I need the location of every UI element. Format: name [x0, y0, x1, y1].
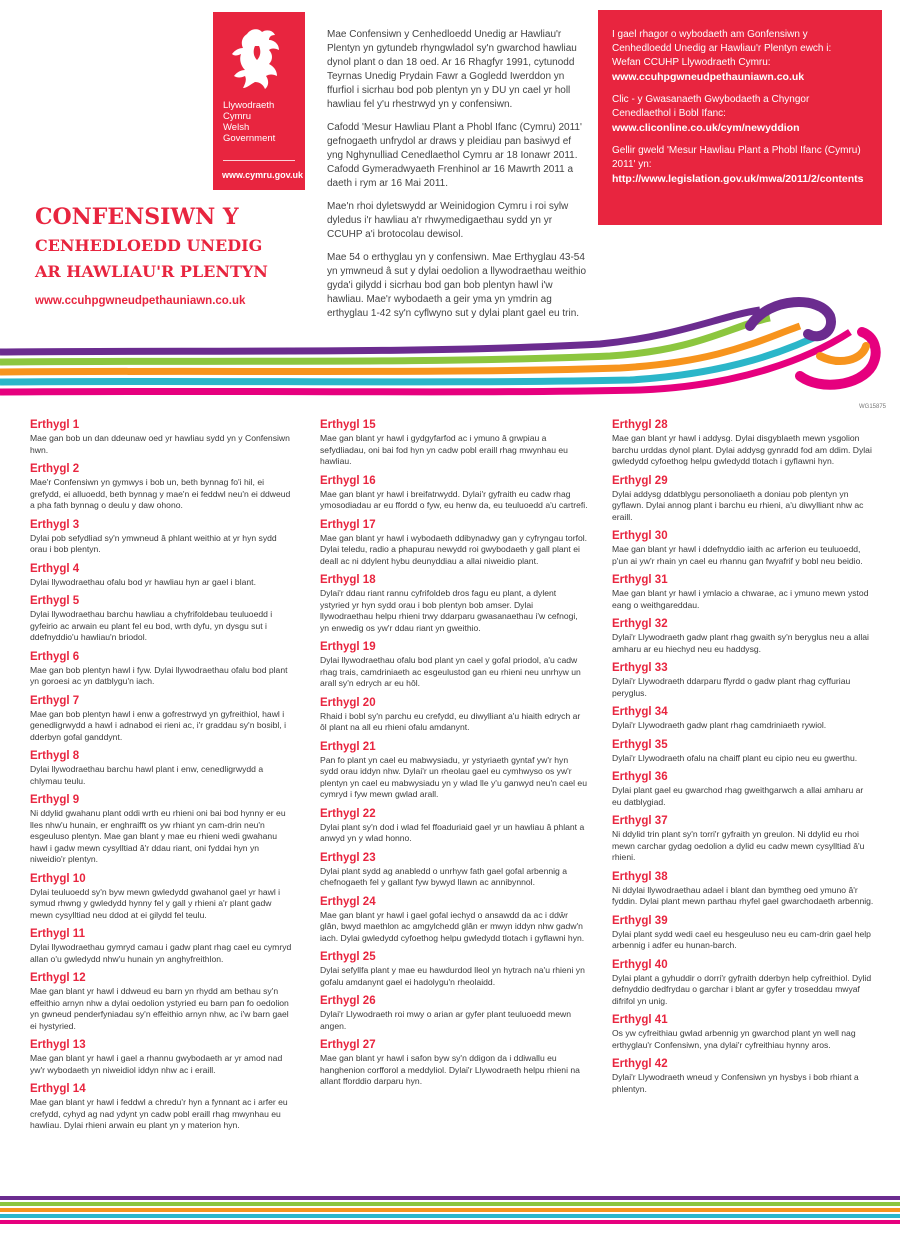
logo-line-english: Welsh Government: [223, 122, 276, 144]
article-title: Erthygl 35: [612, 738, 668, 751]
article-text: Mae gan blant yr hawl i gael a rhannu gwybodaeth ar yr amod nad yw'r wybodaeth yn niweidiol iddyn nhw ac i eraill.: [30, 1053, 283, 1075]
article: [612, 418, 874, 468]
article: [612, 529, 874, 567]
article: [30, 793, 292, 866]
article-title: Erthygl 2: [30, 463, 80, 475]
info-paragraph: [612, 93, 868, 136]
info-paragraph: [612, 28, 868, 85]
title-line-2: CENHEDLOEDD UNEDIG: [35, 236, 263, 255]
articles-column-3: [612, 418, 874, 1101]
article-text: Ni ddylid gwahanu plant oddi wrth eu rhieni oni bai bod hynny er eu lles nhw'u hunain, er enghraifft os yw rhiant yn cam-drin neu'n esgeuluso plentyn. Mae gan blant y mae eu rhieni wedi gwahanu hawl i gadw mewn cysylltiad â'r ddau riant, oni fyddai hyn yn niweidio'r plentyn.: [30, 808, 286, 864]
article-title: Erthygl 34: [612, 706, 668, 718]
article-title: Erthygl 27: [320, 1039, 376, 1051]
article-text: Mae gan bob plentyn hawl i enw a gofrestrwyd yn gyfreithiol, hawl i genedligrwydd a hawl i adnabod ei rieni ac, i'r graddau sy'n bosibl, i dderbyn gofal ganddynt.: [30, 708, 286, 742]
article: [30, 462, 292, 512]
title-line-1: CONFENSIWN Y: [35, 204, 239, 230]
article-text: Dylai'r Llywodraeth ofalu na chaiff plant eu cipio neu eu gwerthu.: [612, 752, 858, 763]
article-title: Erthygl 21: [320, 740, 376, 753]
article: [30, 594, 292, 644]
article-title: Erthygl 28: [612, 419, 668, 431]
article-text: Mae gan blant yr hawl i ymlacio a chwarae, ac i ymuno mewn ystod eang o weithgareddau.: [612, 588, 869, 610]
article-text: Dylai plant sy'n dod i wlad fel ffoaduriaid gael yr un hawliau â phlant a anwyd yn y wlad honno.: [320, 821, 585, 843]
logo-url: www.cymru.gov.uk: [221, 170, 303, 180]
article: [30, 872, 292, 922]
article: [612, 914, 874, 952]
article: [612, 814, 874, 864]
article-text: Dylai plant sydd wedi cael eu hesgeuluso neu eu cam-drin gael help arbennig i adfer eu hunan-barch.: [612, 928, 871, 950]
article-title: Erthygl 32: [612, 618, 668, 630]
articles-column-2: [320, 418, 588, 1094]
info-text: Wefan CCUHP Llywodraeth Cymru:: [612, 57, 771, 68]
info-link-clic[interactable]: www.cliconline.co.uk/cym/newyddion: [612, 122, 800, 134]
info-link-legislation[interactable]: http://www.legislation.gov.uk/mwa/2011/2/contents: [612, 173, 864, 185]
article: [30, 518, 292, 556]
article: [30, 694, 292, 744]
title-line-3: AR HAWLIAU'R PLENTYN: [35, 262, 268, 281]
article-title: Erthygl 33: [612, 662, 668, 674]
article-title: Erthygl 23: [320, 851, 376, 864]
document-title: [35, 203, 305, 307]
article: [320, 994, 588, 1032]
article-text: Mae gan bob un dan ddeunaw oed yr hawliau sydd yn y Confensiwn hwn.: [30, 433, 290, 455]
title-website-link[interactable]: www.ccuhpgwneudpethauniawn.co.uk: [35, 295, 246, 307]
article: [612, 573, 874, 611]
article-text: Mae gan blant yr hawl i gydgyfarfod ac i ymuno â grwpiau a sefydliadau, oni bai fod hyn yn cadw pobl eraill rhag mwynhau eu hawliau.: [320, 433, 568, 466]
article: [30, 562, 292, 589]
article-title: Erthygl 1: [30, 419, 80, 431]
article-text: Mae gan blant yr hawl i feddwl a chredu'r hyn a fynnant ac i arfer eu crefydd, cyhyd ag nad ydynt yn cadw pobl eraill rhag mwynhau eu hawliau. Dylai rhieni arwain eu plant yn y materion hyn.: [30, 1097, 288, 1130]
article-text: Dylai'r Llywodraeth gadw plant rhag gwaith sy'n beryglus neu a allai amharu ar eu hiechyd neu eu haddysg.: [612, 632, 869, 654]
article-text: Dylai plant a gyhuddir o dorri'r gyfraith dderbyn help cyfreithiol. Dylid defnyddio dedfrydau o garchar i blant ar gyfer y troseddau mwyaf difrifol yn unig.: [612, 972, 872, 1006]
article-title: Erthygl 18: [320, 574, 376, 586]
article-title: Erthygl 17: [320, 518, 376, 531]
article-title: Erthygl 36: [612, 771, 668, 783]
article-title: Erthygl 5: [30, 595, 80, 607]
article: [320, 640, 588, 690]
intro-paragraph: Mae'n rhoi dyletswydd ar Weinidogion Cymru i roi sylw dyledus i'r hawliau a'r rhwymedigaethau sydd yn yr CCUHP a'i brotocolau dewisol.: [327, 201, 569, 240]
logo-line-welsh: Llywodraeth Cymru: [223, 100, 275, 122]
article-text: Dylai llywodraethau barchu hawliau a chyfrifoldebau teuluoedd i gyfeirio ac arwain eu plant fel eu bod, wrth dyfu, yn dysgu sut i ddefnyddio'u hawliau'n briodol.: [30, 609, 273, 642]
article-text: Mae gan blant yr hawl i ddefnyddio iaith ac arferion eu teuluoedd, p'un ai yw'r rhain yn cael eu rhannu gan fwyafrif y bobl neu beidio.: [612, 544, 863, 566]
article-title: Erthygl 41: [612, 1014, 668, 1026]
article-text: Mae gan blant yr hawl i gael gofal iechyd o ansawdd da ac i ddŵr glân, bwyd maethlon ac amgylchedd glân er mwyn iddyn nhw gadw'n iach. Dylai gwledydd cyfoethog helpu gwledydd tlotach i gyflawni hyn.: [320, 909, 585, 943]
article-text: Dylai plant sydd ag anabledd o unrhyw fath gael gofal arbennig a chefnogaeth fel y gallant fyw bywyd llawn ac annibynnol.: [320, 865, 568, 887]
article: [612, 705, 874, 732]
article-title: Erthygl 22: [320, 807, 376, 820]
article-title: Erthygl 30: [612, 530, 668, 542]
article: [320, 895, 588, 945]
article: [320, 474, 588, 512]
article: [320, 696, 588, 734]
logo-divider: [223, 160, 295, 161]
article-text: Mae'r Confensiwn yn gymwys i bob un, beth bynnag fo'i hil, ei grefydd, ei alluoedd, beth bynnag y mae'n ei feddwl neu'n ei ddweud a pha fath bynnag o deulu y daw ohono.: [30, 477, 291, 510]
article-title: Erthygl 26: [320, 995, 376, 1007]
info-text: Clic - y Gwasanaeth Gwybodaeth a Chyngor Cenedlaethol i Bobl Ifanc:: [612, 94, 810, 119]
article: [612, 474, 874, 524]
article: [612, 661, 874, 699]
article-text: Dylai llywodraethau gymryd camau i gadw plant rhag cael eu cymryd allan o'u gwledydd nhw'u hunain yn anghyfreithlon.: [30, 942, 292, 964]
article-text: Dylai pob sefydliad sy'n ymwneud â phlant weithio at yr hyn sydd orau i bob plentyn.: [30, 532, 277, 554]
article-text: Dylai plant gael eu gwarchod rhag gweithgarwch a allai amharu ar eu datblygiad.: [612, 785, 864, 807]
article: [320, 1038, 588, 1088]
article-title: Erthygl 8: [30, 750, 80, 762]
article-title: Erthygl 10: [30, 872, 86, 885]
article-title: Erthygl 39: [612, 914, 668, 927]
article-title: Erthygl 12: [30, 972, 86, 984]
article-text: Mae gan bob plentyn hawl i fyw. Dylai llywodraethau ofalu bod plant yn goroesi ac yn datblygu'n iach.: [30, 664, 288, 686]
article-title: Erthygl 37: [612, 815, 668, 827]
article: [612, 958, 874, 1008]
article: [30, 749, 292, 787]
intro-paragraph: Mae Confensiwn y Cenhedloedd Unedig ar Hawliau'r Plentyn yn gytundeb rhyngwladol sy'n gwarchod hawliau dynol plant o dan 18 oed. Ar 16 Rhagfyr 1991, cytunodd Teyrnas Unedig Prydain Fawr a Gogledd Iwerddon yn ffurfiol i sicrhau bod pob plentyn yn y DU yn cael yr holl hawliau fel y'u rhestrwyd yn y confensiwn.: [327, 29, 577, 110]
article-text: Dylai'r ddau riant rannu cyfrifoldeb dros fagu eu plant, a dylent ystyried yr hyn sydd orau i bob plentyn bob amser. Dylai llywodraethau helpu rhieni trwy ddarparu gwasanaethau i'w cefnogi, yn enwedig os yw'r ddau riant yn gweithio.: [320, 588, 578, 633]
article-title: Erthygl 16: [320, 474, 376, 487]
article-text: Dylai'r Llywodraeth ddarparu ffyrdd o gadw plant rhag cyffuriau peryglus.: [612, 676, 851, 698]
article: [30, 927, 292, 965]
article-text: Rhaid i bobl sy'n parchu eu crefydd, eu diwylliant a'u hiaith edrych ar ôl plant na all eu rhieni ofalu amdanynt.: [320, 710, 581, 732]
article-title: Erthygl 11: [30, 928, 85, 940]
article: [320, 851, 588, 889]
article-title: Erthygl 20: [320, 696, 376, 709]
article-title: Erthygl 9: [30, 794, 80, 806]
article-text: Dylai llywodraethau ofalu bod yr hawliau hyn ar gael i blant.: [30, 576, 256, 587]
article: [30, 650, 292, 688]
article-title: Erthygl 40: [612, 958, 668, 971]
document-code: WG15875: [858, 404, 886, 410]
dragon-icon: [229, 26, 287, 92]
article: [612, 1013, 874, 1051]
article: [320, 740, 588, 801]
article: [320, 573, 588, 634]
article-title: Erthygl 14: [30, 1083, 86, 1095]
article-title: Erthygl 42: [612, 1058, 668, 1070]
article-text: Ni ddylid trin plant sy'n torri'r gyfraith yn greulon. Ni ddylid eu rhoi mewn carchar gydag oedolion a dylid eu cadw mewn cysylltiad â'u rhieni.: [612, 829, 865, 862]
article-text: Dylai addysg ddatblygu personoliaeth a doniau pob plentyn yn gyflawn. Dylai annog plant i barchu eu rhieni, a'u diwylliant nhw ac eraill.: [612, 488, 864, 522]
article-title: Erthygl 24: [320, 895, 376, 908]
article: [30, 1038, 292, 1076]
article-text: Dylai'r Llywodraeth roi mwy o arian ar gyfer plant teuluoedd mewn angen.: [320, 1009, 571, 1031]
article: [320, 807, 588, 845]
more-info-box: [598, 10, 882, 225]
article-title: Erthygl 3: [30, 518, 80, 531]
article-title: Erthygl 31: [612, 574, 668, 586]
article-title: Erthygl 6: [30, 650, 80, 663]
info-text: I gael rhagor o wybodaeth am Gonfensiwn y Cenhedloedd Unedig ar Hawliau'r Plentyn ewch i:: [612, 29, 832, 54]
article: [320, 418, 588, 468]
articles-column-1: [30, 418, 292, 1138]
article-text: Mae gan blant yr hawl i ddweud eu barn yn rhydd am bethau sy'n effeithio arnyn nhw a dylai oedolion ystyried eu barn pan fo oedolion yn gwneud penderfyniadau sy'n effeithio arnyn nhw, ac i'w barn gael ei hystyried.: [30, 986, 289, 1031]
article-text: Dylai sefyllfa plant y mae eu hawdurdod lleol yn hytrach na'u rhieni yn gofalu amdanynt gael ei hadolygu'n rheolaidd.: [320, 965, 585, 987]
article: [30, 418, 292, 456]
article: [612, 1057, 874, 1095]
article-title: Erthygl 29: [612, 474, 668, 487]
article-text: Mae gan blant yr hawl i addysg. Dylai disgyblaeth mewn ysgolion barchu urddas dynol plant. Dylai addysg gynradd fod am ddim. Dylai gwledydd cyfoethog helpu gwledydd tlotach i gyflawni hyn.: [612, 433, 872, 466]
info-link-ccuhp[interactable]: www.ccuhpgwneudpethauniawn.co.uk: [612, 71, 805, 83]
info-text: Gellir gweld 'Mesur Hawliau Plant a Phobl Ifanc (Cymru) 2011' yn:: [612, 145, 861, 170]
article-title: Erthygl 4: [30, 562, 80, 575]
article: [612, 770, 874, 808]
article-title: Erthygl 13: [30, 1039, 86, 1051]
article: [30, 1082, 292, 1132]
article-text: Dylai llywodraethau ofalu bod plant yn cael y gofal priodol, a'u cadw rhag trais, camdriniaeth ac esgeulustod gan eu rhieni neu unrhyw un arall sy'n edrych ar eu hôl.: [320, 655, 581, 688]
decorative-bottom-stripes: [0, 1194, 900, 1224]
article-text: Dylai'r Llywodraeth wneud y Confensiwn yn hysbys i bob rhiant a phlentyn.: [612, 1072, 859, 1094]
article-text: Pan fo plant yn cael eu mabwysiadu, yr ystyriaeth gyntaf yw'r hyn sydd orau iddyn nhw. Dylai'r un rheolau gael eu cymhwyso os yw'r plentyn yn cael eu mabwysiadu yn y wlad lle y'u ganwyd neu'n cael eu cymryd i fyw mewn gwlad arall.: [320, 754, 587, 799]
article-text: Ni ddylai llywodraethau adael i blant dan bymtheg oed ymuno â'r fyddin. Dylai plant mewn parthau rhyfel gael gwarchodaeth arbennig.: [612, 884, 874, 906]
article-text: Dylai teuluoedd sy'n byw mewn gwledydd gwahanol gael yr hawl i symud rhwng y gwledydd hynny fel y gall y rhieni a'r plant gadw mewn cysylltiad neu ddod at ei gilydd fel teulu.: [30, 886, 281, 920]
article: [612, 870, 874, 908]
article-text: Dylai'r Llywodraeth gadw plant rhag camdriniaeth rywiol.: [612, 720, 827, 730]
article-text: Mae gan blant yr hawl i wybodaeth ddibynadwy gan y cyfryngau torfol. Dylai teledu, radio a phapurau newydd roi gwybodaeth y gall plant ei deall ac ni ddylent hybu deunyddiau a allai niweidio plant.: [320, 532, 588, 566]
intro-paragraph: Cafodd 'Mesur Hawliau Plant a Phobl Ifanc (Cymru) 2011' gefnogaeth unfrydol ar draws y pleidiau pan basiwyd ef yng Nghynulliad Cenedlaethol Cymru ar 18 Ionawr 2011. Cafodd Gymeradwyaeth Frenhinol ar 16 Mawrth 2011 a daeth i rym ar 16 Mai 2011.: [327, 122, 582, 189]
article-text: Os yw cyfreithiau gwlad arbennig yn gwarchod plant yn well nag erthyglau'r Confensiwn, yna dylai'r cyfreithiau hynny aros.: [612, 1028, 856, 1050]
article-text: Dylai llywodraethau barchu hawl plant i enw, cenedligrwydd a chlymau teulu.: [30, 764, 264, 786]
article: [30, 971, 292, 1032]
article: [612, 617, 874, 655]
article: [320, 950, 588, 988]
article-title: Erthygl 7: [30, 694, 80, 707]
article-title: Erthygl 38: [612, 870, 668, 883]
article: [320, 518, 588, 568]
decorative-ribbon: [0, 296, 900, 406]
article-text: Mae gan blant yr hawl i breifatrwydd. Dylai'r gyfraith eu cadw rhag ymosodiadau ar eu ffordd o fyw, eu henw da, eu teuluoedd a'u cartrefi.: [320, 488, 588, 510]
article-title: Erthygl 25: [320, 951, 376, 963]
article: [612, 738, 874, 765]
article-title: Erthygl 19: [320, 641, 376, 653]
info-paragraph: [612, 144, 868, 187]
article-title: Erthygl 15: [320, 419, 376, 431]
article-text: Mae gan blant yr hawl i safon byw sy'n ddigon da i ddiwallu eu hanghenion corfforol a meddyliol. Dylai'r Llywodraeth helpu rhieni na allant fforddio darparu hyn.: [320, 1053, 580, 1086]
intro-paragraph: Mae 54 o erthyglau yn y confensiwn. Mae Erthyglau 43-54 yn ymwneud â sut y dylai oedolion a llywodraethau weithio gyda'i gilydd i sicrhau bod gan bob plentyn hawl i'w hawliau. Mae'r wybodaeth a geir yma yn ymdrin ag erthyglau 1-42 sy'n cyflwyno sut y dylai plant gael eu trin.: [327, 252, 587, 319]
intro-text: [327, 28, 589, 330]
welsh-government-logo: [213, 12, 305, 190]
